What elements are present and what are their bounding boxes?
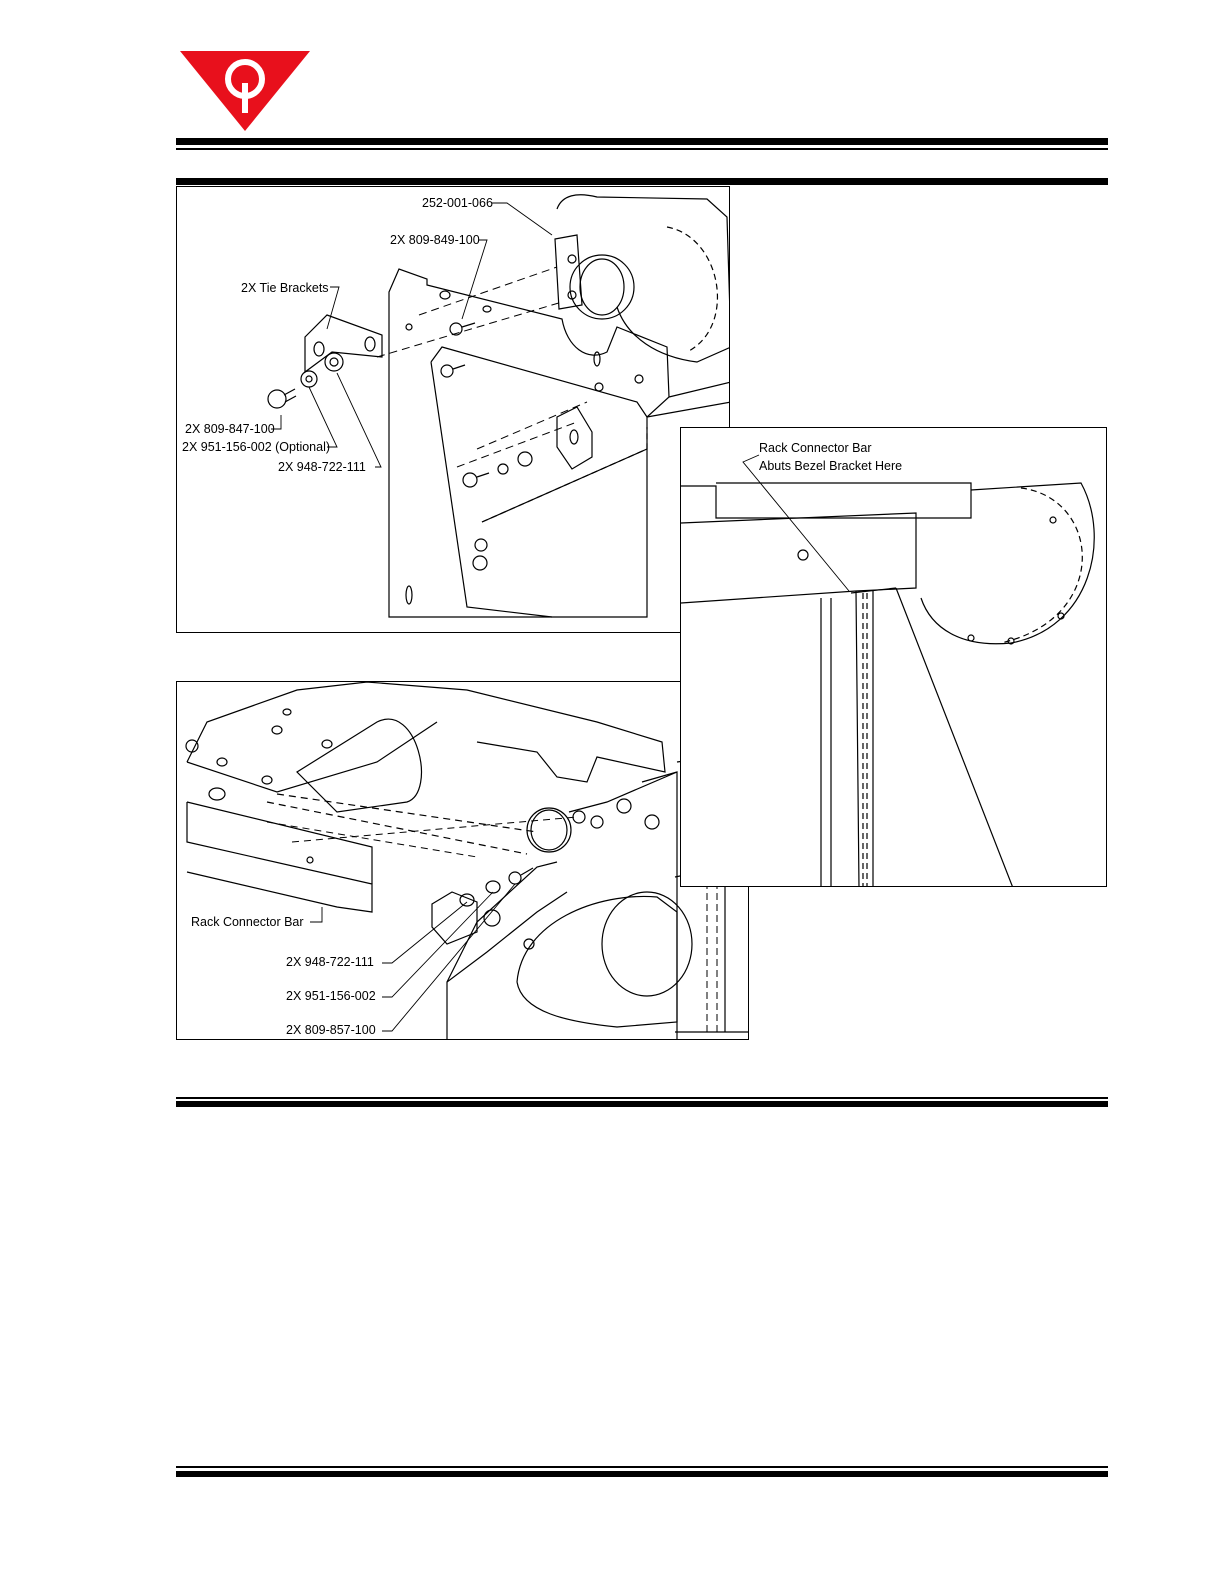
rack-connector-bar: [187, 802, 372, 912]
callout-rack-connector-bar: Rack Connector Bar: [191, 915, 304, 929]
rack-connector-fasteners: [432, 799, 659, 949]
mid-rule-thin: [176, 1097, 1108, 1099]
callout-809-847-100: 2X 809-847-100: [185, 422, 275, 436]
footer-rule-thick: [176, 1471, 1108, 1477]
mid-rule-thick: [176, 1101, 1108, 1107]
callout-abuts-bezel-bracket: Abuts Bezel Bracket Here: [759, 459, 903, 473]
figure-tie-brackets: [176, 186, 730, 633]
callout-252-001-066: 252-001-066: [422, 196, 493, 210]
company-logo: [178, 47, 312, 133]
logo-stem: [242, 83, 248, 113]
figure-tie-brackets-drawing: [177, 187, 730, 633]
callout-948-722-111: 2X 948-722-111: [278, 460, 366, 474]
figure-rack-connector: [176, 681, 749, 1040]
header-rule-thick: [176, 138, 1108, 145]
tie-bracket: [305, 315, 382, 372]
footer-rule-thin: [176, 1466, 1108, 1468]
callout-tie-brackets: 2X Tie Brackets: [241, 281, 329, 295]
callout-809-849-100: 2X 809-849-100: [390, 233, 480, 247]
header-rule-thin: [176, 148, 1108, 150]
callout-948-722-111-bottom: 2X 948-722-111: [286, 955, 374, 969]
callout-951-156-002-optional: 2X 951-156-002 (Optional): [182, 440, 331, 454]
callout-rack-connector-bar-detail: Rack Connector Bar: [759, 441, 872, 455]
figure-connector-detail-drawing: [681, 428, 1107, 887]
figure-connector-detail: [680, 427, 1107, 887]
callout-951-156-002-bottom: 2X 951-156-002: [286, 989, 376, 1003]
callout-809-857-100: 2X 809-857-100: [286, 1023, 376, 1037]
figure-rack-connector-drawing: [177, 682, 749, 1040]
section-rule-thick: [176, 178, 1108, 185]
